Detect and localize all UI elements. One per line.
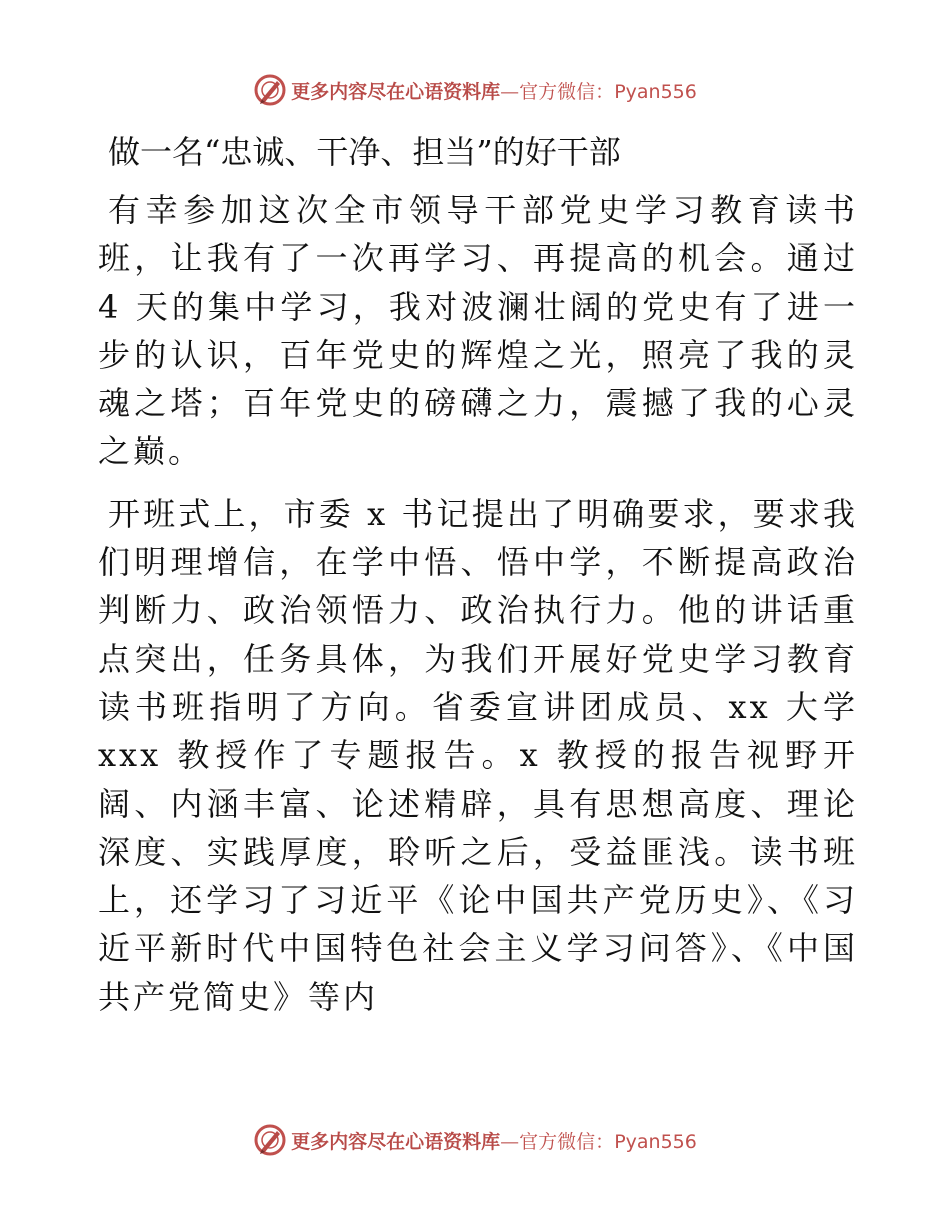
paragraph-1: 有幸参加这次全市领导干部党史学习教育读书班，让我有了一次再学习、再提高的机会。通过 4 天的集中学习，我对波澜壮阔的党史有了进一步的认识，百年党史的辉煌之光，照亮了我的灵魂之塔；百年党史的磅礴之力，震撼了我的心灵之巅。	[98, 191, 858, 471]
pen-circle-logo-icon	[253, 1123, 287, 1157]
watermark-text	[291, 77, 697, 104]
watermark-wechat-id: Pyan556	[614, 80, 697, 103]
pen-circle-logo-icon	[253, 73, 287, 107]
document-body	[98, 118, 858, 1035]
watermark-wechat-id: Pyan556	[614, 1130, 697, 1153]
watermark-brand: 更多内容尽在心语资料库	[291, 1130, 501, 1153]
watermark-separator: —	[500, 80, 520, 103]
watermark-separator: —	[500, 1130, 520, 1153]
watermark-wechat-label: 官方微信：	[519, 1130, 615, 1153]
paragraph-2: 开班式上，市委 x 书记提出了明确要求，要求我们明理增信，在学中悟、悟中学，不断提高政治判断力、政治领悟力、政治执行力。他的讲话重点突出，任务具体，为我们开展好党史学习教育读书班指明了方向。省委宣讲团成员、xx 大学 xxx 教授作了专题报告。x 教授的报告视野开阔、内涵丰富、论述精辟，具有思想高度、理论深度、实践厚度，聆听之后，受益匪浅。读书班上，还学习了习近平《论中国共产党历史》、《习近平新时代中国特色社会主义学习问答》、《中国共产党简史》等内	[98, 494, 858, 1016]
footer-watermark	[0, 1120, 950, 1160]
header-watermark	[0, 70, 950, 110]
document-title: 做一名“忠诚、干净、担当”的好干部	[108, 133, 621, 171]
watermark-brand: 更多内容尽在心语资料库	[291, 80, 501, 103]
watermark-wechat-label: 官方微信：	[519, 80, 615, 103]
watermark-text	[291, 1127, 697, 1154]
